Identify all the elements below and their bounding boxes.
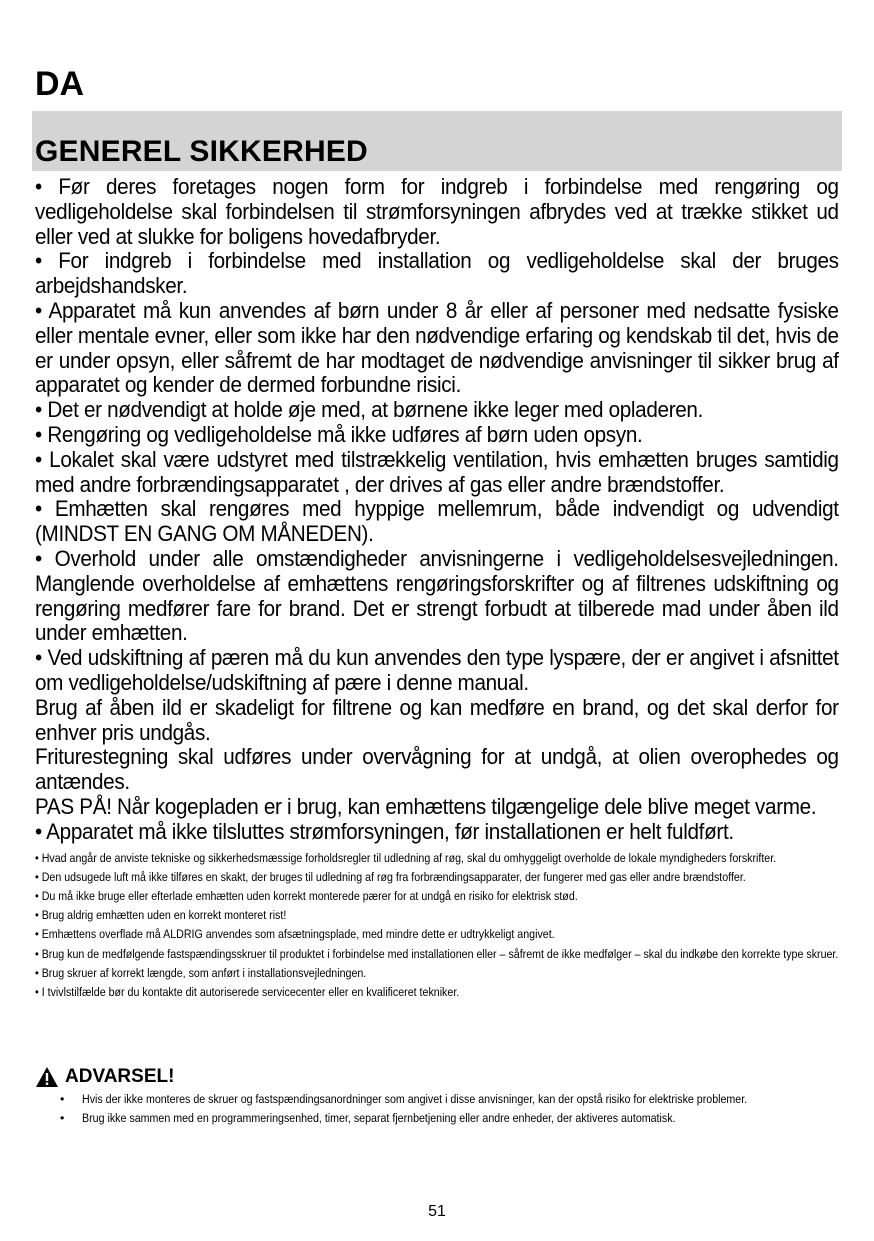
safety-paragraph: Brug af åben ild er skadeligt for filtrene og kan medføre en brand, og det skal derfor for enhver pris undgås. [35, 694, 839, 745]
safety-paragraph: • Ved udskiftning af pæren må du kun anvendes den type lyspære, der er angivet i afsnittet om vedligeholdelse/udskiftning af pære i denne manual. [35, 645, 839, 695]
language-code: DA [35, 65, 85, 103]
small-paragraph: • Emhættens overflade må ALDRIG anvendes som afsætningsplade, med mindre dette er udtrykkeligt angivet. [35, 927, 555, 942]
safety-paragraph: • Emhætten skal rengøres med hyppige mellemrum, både indvendigt og udvendigt (MINDST EN GANG OM MÅNEDEN). [35, 496, 839, 547]
small-paragraph: • Hvad angår de anviste tekniske og sikkerhedsmæssige forholdsregler til udledning af røg, skal du omhyggeligt overholde de lokale myndigheders forskrifter. [35, 850, 777, 865]
small-paragraph: • Du må ikke bruge eller efterlade emhætten uden korrekt monterede pærer for at undgå en risiko for elektrisk stød. [35, 888, 578, 903]
safety-paragraph: • For indgreb i forbindelse med installation og vedligeholdelse skal der bruges arbejdshandsker. [35, 248, 839, 299]
safety-paragraph: • Overhold under alle omstændigheder anvisningerne i vedligeholdelsesvejledningen. Manglende overholdelse af emhættens rengøringsforskrifter og af filtrenes udskiftning og rengøring medfører fare for brand. Det er strengt forbudt at tilberede mad under åben ild under emhætten. [35, 545, 839, 646]
safety-paragraph: Friturestegning skal udføres under overvågning for at undgå, at olien overophedes og antændes. [35, 744, 839, 795]
safety-paragraph: • Apparatet må ikke tilsluttes strømforsyningen, før installationen er helt fuldført. [35, 818, 734, 844]
warning-item-text: Brug ikke sammen med en programmeringsenhed, timer, separat fjernbetjening eller andre enheder, der aktiveres automatisk. [82, 1111, 676, 1125]
small-paragraph: • Den udsugede luft må ikke tilføres en skakt, der bruges til udledning af røg fra forbrændingsapparater, der fungerer med gas eller andre brændstoffer. [35, 869, 746, 884]
warning-list [60, 1090, 840, 1128]
warning-title: ADVARSEL! [65, 1066, 175, 1087]
bullet: • [60, 1111, 65, 1125]
safety-paragraph: PAS PÅ! Når kogepladen er i brug, kan emhættens tilgængelige dele blive meget varme. [35, 793, 817, 819]
warning-item-text: Hvis der ikke monteres de skruer og fastspændingsanordninger som angivet i disse anvisninger, kan der opstå risiko for elektriske problemer. [82, 1092, 748, 1106]
small-paragraph: • I tvivlstilfælde bør du kontakte dit autoriserede servicecenter eller en kvalificeret tekniker. [35, 984, 460, 999]
small-paragraph: • Brug skruer af korrekt længde, som anført i installationsvejledningen. [35, 965, 367, 980]
bullet: • [60, 1092, 65, 1106]
warning-heading [35, 1064, 174, 1090]
small-paragraph: • Brug kun de medfølgende fastspændingsskruer til produktet i forbindelse med installationen eller – såfremt de ikke medfølger – skal du indkøbe den korrekte type skruer. [35, 946, 839, 961]
safety-paragraph: • Lokalet skal være udstyret med tilstrækkelig ventilation, hvis emhætten bruges samtidig med andre forbrændingsapparatet , der drives af gas eller andre brændstoffer. [35, 446, 839, 497]
safety-paragraph: • Før deres foretages nogen form for indgreb i forbindelse med rengøring og vedligeholdelse skal forbindelsen til strømforsyningen afbrydes ved at trække stikket ud eller ved at slukke for boligens hovedafbryder. [35, 174, 839, 249]
safety-paragraph: • Det er nødvendigt at holde øje med, at børnene ikke leger med opladeren. [35, 397, 704, 423]
warning-item [60, 1090, 840, 1109]
page-number: 51 [428, 1203, 446, 1220]
small-paragraph: • Brug aldrig emhætten uden en korrekt monteret rist! [35, 908, 287, 923]
safety-paragraph: • Apparatet må kun anvendes af børn under 8 år eller af personer med nedsatte fysiske eller mentale evner, eller som ikke har den nødvendige erfaring og kendskab til det, hvis de er under opsyn, eller såfremt de har modtaget de nødvendige anvisninger til sikker brug af apparatet og kender de dermed forbundne risici. [35, 297, 839, 398]
safety-body [35, 175, 839, 1002]
warning-triangle-icon [35, 1066, 59, 1088]
small-print-block [35, 849, 839, 1003]
warning-item [60, 1109, 840, 1128]
section-title: GENEREL SIKKERHED [35, 135, 368, 168]
safety-paragraph: • Rengøring og vedligeholdelse må ikke udføres af børn uden opsyn. [35, 421, 643, 447]
